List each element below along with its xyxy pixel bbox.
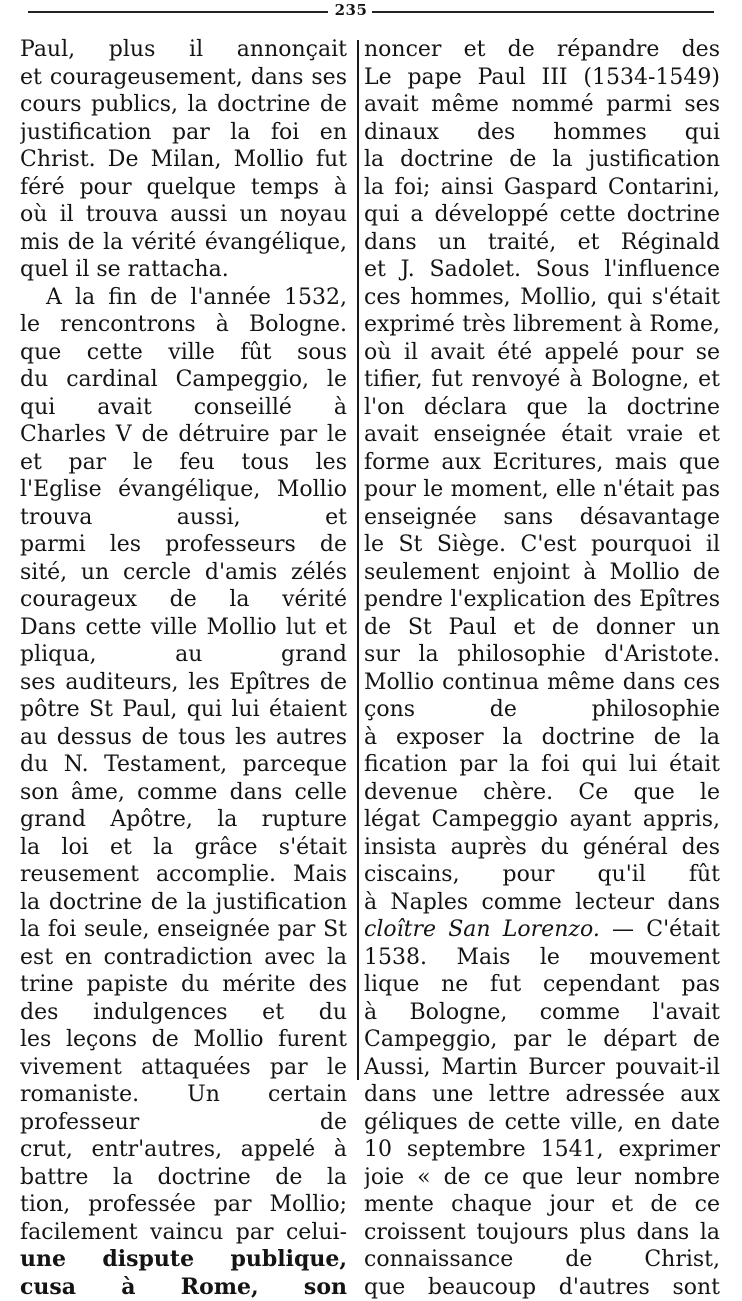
text-line: à Naples comme lecteur dans bbox=[364, 889, 720, 917]
text-line: du cardinal Campeggio, le bbox=[20, 366, 347, 394]
text-line: trouva aussi, et bbox=[20, 504, 347, 532]
page-number: 235 bbox=[330, 1, 372, 19]
text-line: son âme, comme dans celle bbox=[20, 779, 347, 807]
text-line: lique ne fut cependant pas bbox=[364, 971, 720, 999]
text-line: exprimé très librement à Rome, bbox=[364, 311, 720, 339]
text-line: ses auditeurs, les Epîtres de bbox=[20, 669, 347, 697]
text-line: cusa à Rome, son bbox=[20, 1274, 347, 1301]
header-rule-left bbox=[28, 11, 328, 13]
text-line: croissent toujours plus dans la bbox=[364, 1219, 720, 1247]
text-line: de St Paul et de donner un bbox=[364, 614, 720, 642]
text-line: géliques de cette ville, en date bbox=[364, 1109, 720, 1137]
text-line: devenue chère. Ce que le bbox=[364, 779, 720, 807]
text-line: 1538. Mais le mouvement bbox=[364, 944, 720, 972]
text-line: Mollio continua même dans ces bbox=[364, 669, 720, 697]
text-line: ciscains, pour qu'il fût bbox=[364, 861, 720, 889]
text-line: noncer et de répandre des bbox=[364, 36, 720, 64]
text-line: sur la philosophie d'Aristote. bbox=[364, 641, 720, 669]
header-rule-right bbox=[372, 11, 714, 13]
text-line: connaissance de Christ, bbox=[364, 1246, 720, 1274]
text-line: professeur de bbox=[20, 1109, 347, 1137]
text-line: le rencontrons à Bologne. bbox=[20, 311, 347, 339]
text-line: grand Apôtre, la rupture bbox=[20, 806, 347, 834]
text-line: pour le moment, elle n'était pas bbox=[364, 476, 720, 504]
text-line: tion, professée par Mollio; bbox=[20, 1191, 347, 1219]
text-line: féré pour quelque temps à bbox=[20, 174, 347, 202]
text-line: joie « de ce que leur nombre bbox=[364, 1164, 720, 1192]
text-line: parmi les professeurs de bbox=[20, 531, 347, 559]
text-line: insista auprès du général des bbox=[364, 834, 720, 862]
text-line: Dans cette ville Mollio lut et bbox=[20, 614, 347, 642]
text-line: Le pape Paul III (1534-1549) bbox=[364, 64, 720, 92]
text-line: du N. Testament, parceque bbox=[20, 751, 347, 779]
text-line: des indulgences et du bbox=[20, 999, 347, 1027]
text-line: où il avait été appelé pour se bbox=[364, 339, 720, 367]
text-line: courageux de la vérité bbox=[20, 586, 347, 614]
text-line: Charles V de détruire par le bbox=[20, 421, 347, 449]
text-line: facilement vaincu par celui- bbox=[20, 1219, 347, 1247]
text-line: à Bologne, comme l'avait bbox=[364, 999, 720, 1027]
text-line: quel il se rattacha. bbox=[20, 256, 347, 284]
text-line: enseignée sans désavantage bbox=[364, 504, 720, 532]
text-line: à exposer la doctrine de la bbox=[364, 724, 720, 752]
text-line: l'on déclara que la doctrine bbox=[364, 394, 720, 422]
text-line: justification par la foi en bbox=[20, 119, 347, 147]
text-line: mis de la vérité évangélique, bbox=[20, 229, 347, 257]
text-line: et courageusement, dans ses bbox=[20, 64, 347, 92]
text-line: cours publics, la doctrine de bbox=[20, 91, 347, 119]
text-line: avait même nommé parmi ses bbox=[364, 91, 720, 119]
text-line: est en contradiction avec la bbox=[20, 944, 347, 972]
text-line: Campeggio, par le départ de bbox=[364, 1026, 720, 1054]
text-line: battre la doctrine de la bbox=[20, 1164, 347, 1192]
text-line: dans une lettre adressée aux bbox=[364, 1081, 720, 1109]
text-line: légat Campeggio ayant appris, bbox=[364, 806, 720, 834]
text-line: dinaux des hommes qui bbox=[364, 119, 720, 147]
text-line: tifier, fut renvoyé à Bologne, et bbox=[364, 366, 720, 394]
text-line: et J. Sadolet. Sous l'influence bbox=[364, 256, 720, 284]
text-line: Aussi, Martin Burcer pouvait-il bbox=[364, 1054, 720, 1082]
text-line: pendre l'explication des Epîtres bbox=[364, 586, 720, 614]
text-line: la doctrine de la justification bbox=[20, 889, 347, 917]
text-line: ces hommes, Mollio, qui s'était bbox=[364, 284, 720, 312]
text-line: romaniste. Un certain bbox=[20, 1081, 347, 1109]
text-line: 10 septembre 1541, exprimer bbox=[364, 1136, 720, 1164]
text-line: que beaucoup d'autres sont bbox=[364, 1274, 720, 1301]
text-line: dans un traité, et Réginald bbox=[364, 229, 720, 257]
text-line: fication par la foi qui lui était bbox=[364, 751, 720, 779]
text-line: la doctrine de la justification bbox=[364, 146, 720, 174]
text-line: reusement accomplie. Mais bbox=[20, 861, 347, 889]
text-line: qui avait conseillé à bbox=[20, 394, 347, 422]
text-line: les leçons de Mollio furent bbox=[20, 1026, 347, 1054]
text-line: mente chaque jour et de ce bbox=[364, 1191, 720, 1219]
text-line: l'Eglise évangélique, Mollio bbox=[20, 476, 347, 504]
text-line: pliqua, au grand bbox=[20, 641, 347, 669]
text-line: Christ. De Milan, Mollio fut bbox=[20, 146, 347, 174]
column-divider bbox=[357, 40, 359, 1080]
text-line: cloître San Lorenzo. — C'était bbox=[364, 916, 720, 944]
right-column bbox=[364, 36, 720, 1301]
text-line: la loi et la grâce s'était bbox=[20, 834, 347, 862]
text-line: la foi seule, enseignée par St bbox=[20, 916, 347, 944]
text-line: vivement attaquées par le bbox=[20, 1054, 347, 1082]
text-line: seulement enjoint à Mollio de bbox=[364, 559, 720, 587]
page-header bbox=[0, 0, 742, 20]
text-line: le St Siège. C'est pourquoi il bbox=[364, 531, 720, 559]
text-line: où il trouva aussi un noyau bbox=[20, 201, 347, 229]
italic-phrase: cloître San Lorenzo. bbox=[364, 917, 600, 942]
text-line: çons de philosophie bbox=[364, 696, 720, 724]
text-line: que cette ville fût sous bbox=[20, 339, 347, 367]
text-line: qui a développé cette doctrine bbox=[364, 201, 720, 229]
text-line: une dispute publique, bbox=[20, 1246, 347, 1274]
text-line: Paul, plus il annonçait bbox=[20, 36, 347, 64]
text-line: au dessus de tous les autres bbox=[20, 724, 347, 752]
text-line: pôtre St Paul, qui lui étaient bbox=[20, 696, 347, 724]
text-line: et par le feu tous les bbox=[20, 449, 347, 477]
text-line: crut, entr'autres, appelé à bbox=[20, 1136, 347, 1164]
text-line: avait enseignée était vraie et bbox=[364, 421, 720, 449]
text-line: forme aux Ecritures, mais que bbox=[364, 449, 720, 477]
left-column bbox=[20, 36, 347, 1301]
text-line: sité, un cercle d'amis zélés bbox=[20, 559, 347, 587]
text-line: trine papiste du mérite des bbox=[20, 971, 347, 999]
text-line: A la fin de l'année 1532, bbox=[20, 284, 347, 312]
text-line: la foi; ainsi Gaspard Contarini, bbox=[364, 174, 720, 202]
